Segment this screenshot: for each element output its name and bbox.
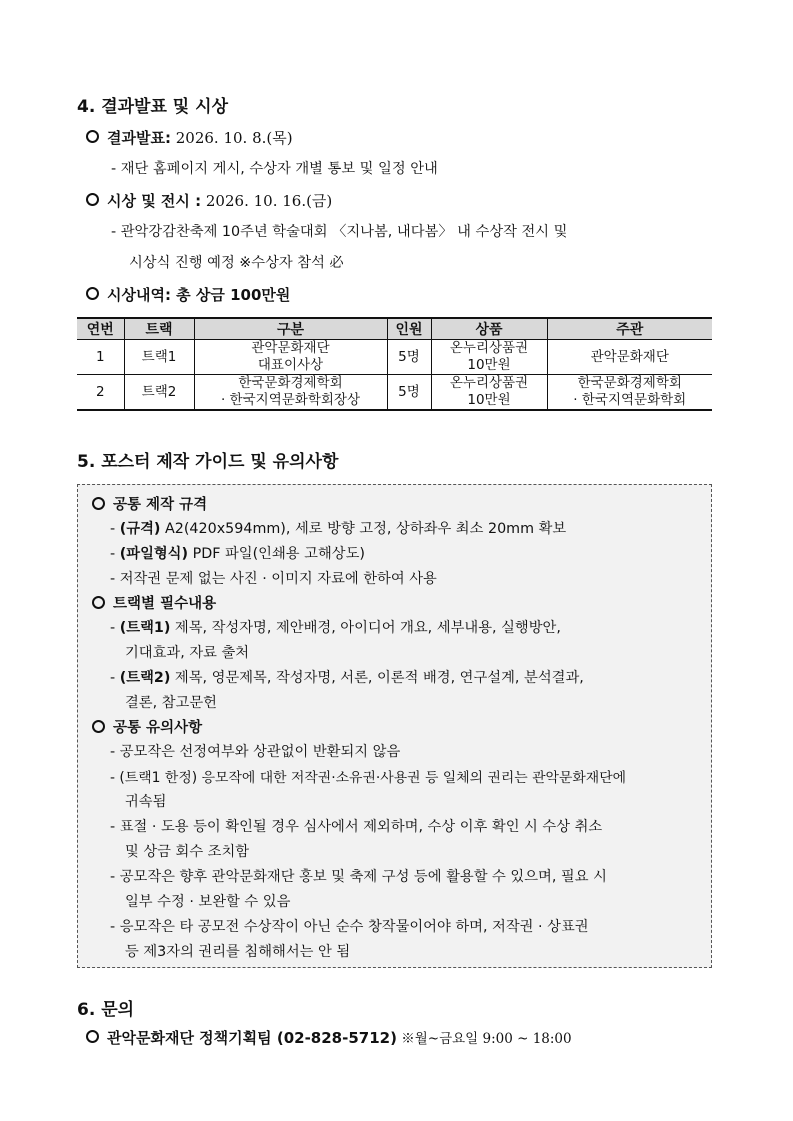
contact-hours: ※월~금요일 9:00 ~ 18:00: [396, 1031, 572, 1047]
notice-item-4-line-1: - 공모작은 향후 관악문화재단 홍보 및 축제 구성 등에 활용할 수 있으며, 필요 시: [110, 869, 607, 885]
notice-item-4-line-2: 일부 수정 · 보완할 수 있음: [125, 894, 291, 910]
cell-track: 트랙2: [124, 375, 194, 411]
prize-line-1: 온누리상품권: [449, 340, 529, 356]
notice-item-1: - 공모작은 선정여부와 상관없이 반환되지 않음: [110, 744, 401, 760]
contact-bullet: [86, 1027, 572, 1048]
cell-no: 2: [77, 375, 124, 411]
table-row: [77, 375, 712, 411]
section-5-title: 5. 포스터 제작 가이드 및 유의사항: [77, 452, 339, 472]
notice-item-2-line-2: 귀속됨: [125, 794, 167, 810]
section-6-title: 6. 문의: [77, 1000, 135, 1020]
header-prize: 상품: [431, 318, 547, 340]
notice-item-5-line-1: - 응모작은 타 공모전 수상작이 아닌 순수 창작물이어야 하며, 저작권 · 상표권: [110, 919, 589, 935]
track1-label: (트랙1): [119, 620, 171, 636]
table-row: [77, 340, 712, 375]
track-heading-text: 트랙별 필수내용: [113, 596, 217, 612]
header-count: 인원: [387, 318, 431, 340]
spec-item: - 저작권 문제 없는 사진 · 이미지 자료에 한하여 사용: [110, 571, 437, 587]
announce-label: 결과발표:: [107, 129, 171, 147]
cell-prize: [431, 375, 547, 411]
cell-track: 트랙1: [124, 340, 194, 375]
spec-item-text: PDF 파일(인쇄용 고해상도): [188, 546, 365, 562]
ceremony-bullet: [86, 190, 332, 211]
ceremony-date: 2026. 10. 16.(금): [201, 192, 333, 210]
spec-item: - (파일형식) PDF 파일(인쇄용 고해상도): [110, 546, 365, 562]
cell-prize: [431, 340, 547, 375]
category-line-1: 관악문화재단: [251, 340, 330, 356]
track-heading: [92, 592, 216, 613]
spec-heading: [92, 493, 207, 514]
cell-category: [194, 375, 387, 411]
notice-item-5-line-2: 등 제3자의 권리를 침해해서는 안 됨: [125, 944, 351, 960]
section-4-title: 4. 결과발표 및 시상: [77, 97, 228, 117]
circle-bullet-icon: [86, 1030, 99, 1043]
spec-item-label: (규격): [119, 521, 161, 537]
circle-bullet-icon: [86, 287, 99, 300]
table-header-row: [77, 318, 712, 340]
prize-bullet: [86, 284, 290, 305]
announce-date: 2026. 10. 8.(목): [170, 129, 293, 147]
category-line-2: 대표이사상: [257, 357, 324, 373]
spec-item-label: (파일형식): [119, 546, 189, 562]
notice-heading: [92, 716, 202, 737]
prize-line-2: 10만원: [467, 357, 511, 373]
ceremony-line-2: 시상식 진행 예정 ※수상자 참석 必: [129, 255, 344, 271]
notice-item-3-line-2: 및 상금 회수 조치함: [125, 844, 250, 860]
announce-detail: - 재단 홈페이지 게시, 수상자 개별 통보 및 일정 안내: [111, 161, 438, 177]
announce-bullet: [86, 127, 293, 148]
host-line-1: 관악문화재단: [590, 348, 669, 365]
track1-line-1: - (트랙1) 제목, 작성자명, 제안배경, 아이디어 개요, 세부내용, 실행방안,: [110, 620, 561, 636]
notice-item-3-line-1: - 표절 · 도용 등이 확인될 경우 심사에서 제외하며, 수상 이후 확인 시 수상 취소: [110, 819, 603, 835]
circle-bullet-icon: [92, 720, 105, 733]
track2-line-1: - (트랙2) 제목, 영문제목, 작성자명, 서론, 이론적 배경, 연구설계, 분석결과,: [110, 670, 584, 686]
header-no: 연번: [77, 318, 124, 340]
notice-item-2-line-1: - (트랙1 한정) 응모작에 대한 저작권·소유권·사용권 등 일체의 권리는 관악문화재단에: [110, 770, 627, 786]
track2-label: (트랙2): [119, 670, 171, 686]
spec-item-text: 저작권 문제 없는 사진 · 이미지 자료에 한하여 사용: [119, 571, 437, 587]
spec-item-text: A2(420x594mm), 세로 방향 고정, 상하좌우 최소 20mm 확보: [160, 521, 567, 537]
circle-bullet-icon: [92, 497, 105, 510]
cell-category: [194, 340, 387, 375]
header-category: 구분: [194, 318, 387, 340]
ceremony-label: 시상 및 전시 :: [107, 192, 202, 210]
prize-line-1: 온누리상품권: [449, 375, 529, 391]
category-line-2: · 한국지역문화학회장상: [221, 392, 360, 408]
cell-host: [547, 375, 712, 411]
prize-label: 시상내역: 총 상금 100만원: [107, 286, 291, 304]
circle-bullet-icon: [86, 193, 99, 206]
header-host: 주관: [547, 318, 712, 340]
track2-line-2: 결론, 참고문헌: [125, 695, 217, 711]
host-line-2: · 한국지역문화학회: [573, 392, 687, 408]
track2-text: 제목, 영문제목, 작성자명, 서론, 이론적 배경, 연구설계, 분석결과,: [170, 670, 584, 686]
awards-table: [77, 317, 712, 411]
track1-line-2: 기대효과, 자료 출처: [125, 645, 250, 661]
host-line-1: 한국문화경제학회: [577, 375, 682, 391]
cell-count: 5명: [387, 375, 431, 411]
category-line-1: 한국문화경제학회: [238, 375, 343, 391]
track1-text: 제목, 작성자명, 제안배경, 아이디어 개요, 세부내용, 실행방안,: [170, 620, 561, 636]
prize-line-2: 10만원: [467, 392, 511, 408]
header-track: 트랙: [124, 318, 194, 340]
cell-no: 1: [77, 340, 124, 375]
cell-host: [547, 340, 712, 375]
spec-heading-text: 공통 제작 규격: [113, 497, 208, 513]
notice-heading-text: 공통 유의사항: [113, 720, 203, 736]
cell-count: 5명: [387, 340, 431, 375]
spec-item: - (규격) A2(420x594mm), 세로 방향 고정, 상하좌우 최소 20mm 확보: [110, 521, 567, 537]
circle-bullet-icon: [92, 596, 105, 609]
circle-bullet-icon: [86, 130, 99, 143]
ceremony-line-1: - 관악강감찬축제 10주년 학술대회 〈지나봄, 내다봄〉 내 수상작 전시 및: [111, 224, 568, 240]
contact-text: 관악문화재단 정책기획팀 (02-828-5712): [107, 1029, 397, 1047]
